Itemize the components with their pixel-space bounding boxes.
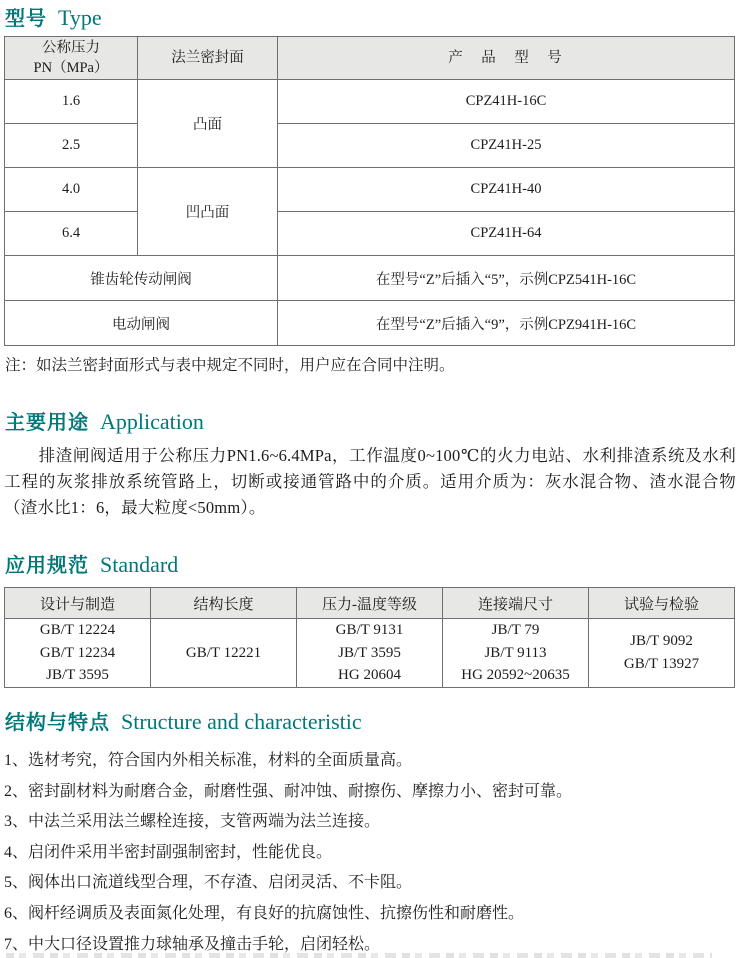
list-item: 2、密封副材料为耐磨合金，耐磨性强、耐冲蚀、耐擦伤、摩擦力小、密封可靠。 xyxy=(4,782,573,800)
model-value: CPZ41H-25 xyxy=(278,124,735,168)
heading-standard-en: Standard xyxy=(100,552,179,577)
section-heading-structure xyxy=(5,706,362,735)
type-col-header-model: 产 品 型 号 xyxy=(278,37,735,80)
heading-application-en: Application xyxy=(100,409,204,434)
standard-line: JB/T 3595 xyxy=(338,644,401,661)
standard-line: GB/T 9131 xyxy=(335,622,404,638)
standard-line: GB/T 12224 xyxy=(39,622,116,638)
standard-table-header-row xyxy=(5,588,735,619)
standard-line: GB/T 12221 xyxy=(185,644,262,661)
valve-variant-name: 电动闸阀 xyxy=(5,301,278,346)
standard-col-header: 试验与检验 xyxy=(589,588,735,619)
type-col-header-pn xyxy=(5,37,138,80)
standard-line: JB/T 9113 xyxy=(484,644,547,661)
face-value: 凹凸面 xyxy=(138,168,278,256)
standard-line: JB/T 9092 xyxy=(630,633,693,650)
table-row xyxy=(5,301,735,346)
model-value: CPZ41H-64 xyxy=(278,212,735,256)
type-table xyxy=(4,36,735,346)
standard-line: HG 20604 xyxy=(338,667,401,683)
standard-cell xyxy=(589,619,735,688)
valve-variant-desc: 在型号“Z”后插入“5”，示例CPZ541H-16C xyxy=(278,256,735,301)
table-row xyxy=(5,124,735,168)
standard-table xyxy=(4,587,735,688)
standard-cell xyxy=(5,619,151,688)
valve-variant-desc: 在型号“Z”后插入“9”，示例CPZ941H-16C xyxy=(278,301,735,346)
table-footnote: 注：如法兰密封面形式与表中规定不同时，用户应在合同中注明。 xyxy=(5,357,455,374)
standard-cell xyxy=(297,619,443,688)
standard-col-header: 设计与制造 xyxy=(5,588,151,619)
standard-line: HG 20592~20635 xyxy=(461,667,570,683)
heading-application-zh: 主要用途 xyxy=(5,412,89,434)
type-table-header-row xyxy=(5,37,735,80)
type-col-header-face: 法兰密封面 xyxy=(138,37,278,80)
standard-col-header: 压力-温度等级 xyxy=(297,588,443,619)
list-item: 1、选材考究，符合国内外相关标准，材料的全面质量高。 xyxy=(4,752,413,769)
standard-line: GB/T 13927 xyxy=(623,655,700,672)
heading-structure-zh: 结构与特点 xyxy=(5,712,110,734)
list-item: 3、中法兰采用法兰螺栓连接，支管两端为法兰连接。 xyxy=(4,813,381,831)
table-row xyxy=(5,168,735,212)
list-item: 7、中大口径设置推力球轴承及撞击手轮，启闭轻松。 xyxy=(4,935,381,953)
pn-value: 2.5 xyxy=(5,124,138,168)
pn-value: 6.4 xyxy=(5,212,138,256)
section-heading-application xyxy=(5,406,204,435)
standard-line: JB/T 79 xyxy=(491,622,540,638)
model-value: CPZ41H-40 xyxy=(278,168,735,212)
standard-line: JB/T 3595 xyxy=(46,667,109,683)
heading-structure-en: Structure and characteristic xyxy=(121,709,362,734)
standard-cell xyxy=(443,619,589,688)
application-paragraph: 排渣闸阀适用于公称压力PN1.6~6.4MPa，工作温度0~100℃的火力电站、水利排渣系统及水利工程的灰浆排放系统管路上，切断或接通管路中的介质。适用介质为：灰水混合物、渣水混合物（渣水比1：6，最大粒度<50mm）。 xyxy=(4,446,736,517)
table-row xyxy=(5,619,735,688)
model-value: CPZ41H-16C xyxy=(278,80,735,124)
heading-standard-zh: 应用规范 xyxy=(5,555,89,577)
list-item: 5、阀体出口流道线型合理，不存渣、启闭灵活、不卡阻。 xyxy=(4,874,413,892)
section-heading-type xyxy=(5,2,102,31)
pn-header-line1: 公称压力 xyxy=(42,40,100,56)
table-row xyxy=(5,80,735,124)
standard-col-header: 结构长度 xyxy=(151,588,297,619)
pn-value: 1.6 xyxy=(5,80,138,124)
table-row xyxy=(5,256,735,301)
feature-list xyxy=(4,746,736,958)
section-heading-standard xyxy=(5,549,178,578)
standard-line: GB/T 12234 xyxy=(39,644,116,661)
table-row xyxy=(5,212,735,256)
face-value: 凸面 xyxy=(138,80,278,168)
clipped-text-remnant xyxy=(6,953,712,958)
pn-value: 4.0 xyxy=(5,168,138,212)
list-item: 4、启闭件采用半密封副强制密封，性能优良。 xyxy=(4,843,333,861)
valve-variant-name: 锥齿轮传动闸阀 xyxy=(5,256,278,301)
list-item: 6、阀杆经调质及表面氮化处理，有良好的抗腐蚀性、抗擦伤性和耐磨性。 xyxy=(4,904,525,922)
pn-header-line2: PN（MPa） xyxy=(33,60,109,76)
heading-type-en: Type xyxy=(58,5,102,30)
standard-cell xyxy=(151,619,297,688)
standard-col-header: 连接端尺寸 xyxy=(443,588,589,619)
heading-type-zh: 型号 xyxy=(5,8,47,30)
